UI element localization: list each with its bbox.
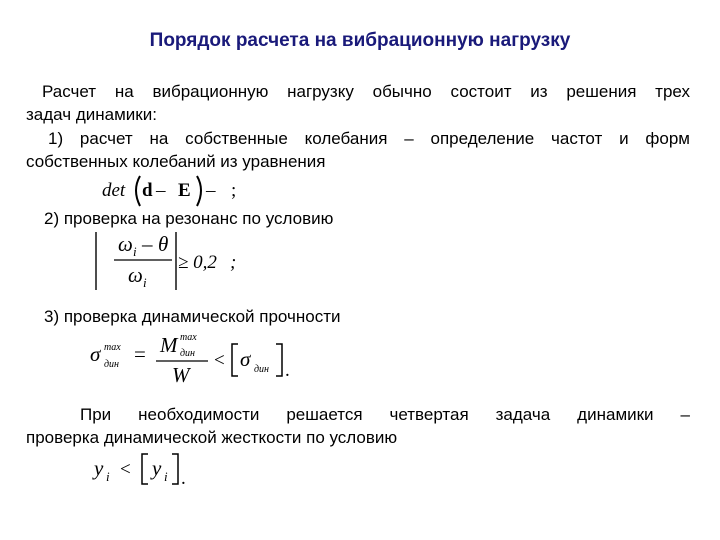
- det-label: det: [102, 180, 126, 201]
- right-bracket: [172, 454, 178, 484]
- step2-text: 2) проверка на резонанс по условию: [44, 209, 334, 228]
- step3-text: 3) проверка динамической прочности: [44, 307, 341, 326]
- sigma-allowed-sub-din: дин: [254, 364, 270, 375]
- step1-line-2: собственных колебаний из уравнения: [26, 152, 326, 171]
- left-bracket: [142, 454, 148, 484]
- m-sub-din: дин: [180, 348, 196, 359]
- right-paren: [197, 176, 201, 206]
- less-than: <: [120, 459, 131, 480]
- modulus-w: W: [172, 363, 190, 386]
- left-paren: [136, 176, 140, 206]
- left-bracket: [232, 344, 238, 376]
- step1-line-1: 1) расчет на собственные колебания – определение частот и форм: [48, 129, 690, 148]
- matrix-d: d: [142, 180, 153, 201]
- sigma: σ: [90, 342, 101, 366]
- page-title: Порядок расчета на вибрационную нагрузку: [149, 30, 571, 51]
- allowed-y: y: [152, 456, 162, 480]
- minus-sign-2: –: [206, 180, 216, 201]
- sigma-allowed: σ: [240, 347, 251, 371]
- omega-numerator: ω: [118, 232, 133, 256]
- less-than: <: [214, 350, 225, 371]
- intro-line-2: задач динамики:: [26, 105, 157, 124]
- period: .: [181, 468, 186, 488]
- minus-sign: –: [142, 232, 153, 256]
- intro-line-1: Расчет на вибрационную нагрузку обычно состоит из решения трех: [42, 82, 690, 101]
- semicolon: ;: [230, 252, 237, 273]
- right-bracket: [276, 344, 282, 376]
- minus-sign: –: [156, 180, 166, 201]
- sigma-sup-max: max: [104, 342, 121, 353]
- formula-determinant: [96, 168, 256, 212]
- period: .: [285, 360, 290, 381]
- semicolon: ;: [231, 180, 237, 201]
- y-sub-i: i: [106, 469, 110, 484]
- relation: ≥ 0,2: [178, 252, 217, 273]
- matrix-e: E: [178, 180, 191, 201]
- formula-dynamic-strength: [86, 330, 306, 386]
- displacement-y: y: [94, 456, 104, 480]
- theta: θ: [158, 232, 169, 256]
- omega-sub-i: i: [133, 244, 137, 259]
- step4-line-2: проверка динамической жесткости по условию: [26, 428, 398, 447]
- omega-denominator-sub-i: i: [143, 275, 147, 290]
- sigma-sub-din: дин: [104, 359, 120, 370]
- formula-dynamic-stiffness: [90, 448, 200, 488]
- omega-denominator: ω: [128, 263, 143, 287]
- equals-sign: =: [134, 342, 146, 366]
- allowed-y-sub-i: i: [164, 469, 168, 484]
- step4-line-1: При необходимости решается четвертая задача динамики –: [80, 405, 690, 424]
- moment-m: M: [160, 333, 178, 357]
- m-sup-max: max: [180, 332, 197, 343]
- formula-resonance: [90, 228, 240, 294]
